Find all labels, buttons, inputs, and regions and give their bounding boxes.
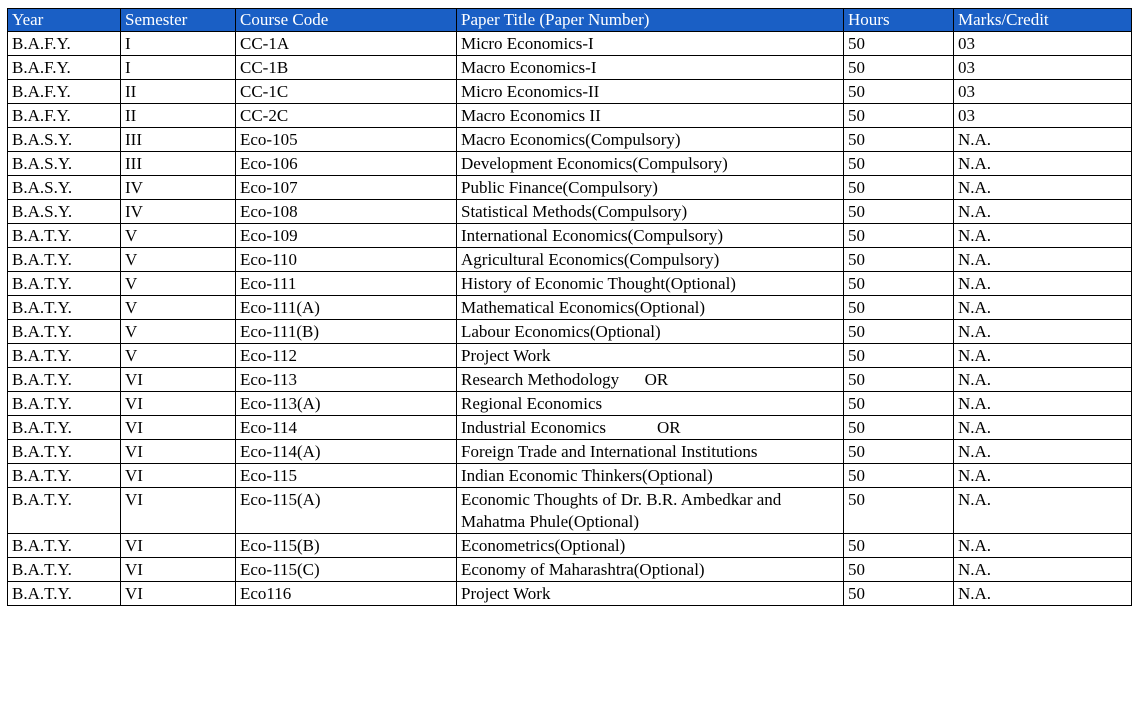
cell-marks-credit: N.A.: [954, 558, 1132, 582]
cell-paper-title: Macro Economics-I: [457, 56, 844, 80]
cell-marks-credit: N.A.: [954, 368, 1132, 392]
cell-semester: III: [121, 152, 236, 176]
table-row: [8, 80, 1132, 104]
cell-marks-credit: N.A.: [954, 320, 1132, 344]
cell-marks-credit: N.A.: [954, 488, 1132, 534]
cell-semester: VI: [121, 440, 236, 464]
cell-year: B.A.T.Y.: [8, 344, 121, 368]
cell-paper-title: Macro Economics II: [457, 104, 844, 128]
cell-hours: 50: [844, 558, 954, 582]
table-header-row: [8, 9, 1132, 32]
cell-course-code: Eco-105: [236, 128, 457, 152]
cell-paper-title: Macro Economics(Compulsory): [457, 128, 844, 152]
cell-marks-credit: N.A.: [954, 224, 1132, 248]
cell-paper-title: Agricultural Economics(Compulsory): [457, 248, 844, 272]
cell-semester: V: [121, 248, 236, 272]
cell-marks-credit: N.A.: [954, 200, 1132, 224]
cell-course-code: Eco-115(C): [236, 558, 457, 582]
cell-course-code: Eco-115(B): [236, 534, 457, 558]
table-row: [8, 416, 1132, 440]
table-row: [8, 272, 1132, 296]
cell-paper-title: Mathematical Economics(Optional): [457, 296, 844, 320]
cell-hours: 50: [844, 464, 954, 488]
table-row: [8, 534, 1132, 558]
cell-semester: I: [121, 32, 236, 56]
cell-year: B.A.S.Y.: [8, 176, 121, 200]
cell-hours: 50: [844, 80, 954, 104]
course-table: [7, 8, 1132, 606]
cell-year: B.A.T.Y.: [8, 534, 121, 558]
table-row: [8, 104, 1132, 128]
cell-semester: II: [121, 80, 236, 104]
cell-course-code: Eco-110: [236, 248, 457, 272]
course-table-container: [7, 8, 1131, 606]
cell-semester: V: [121, 296, 236, 320]
cell-marks-credit: N.A.: [954, 248, 1132, 272]
header-hours: Hours: [844, 9, 954, 32]
cell-paper-title: Micro Economics-II: [457, 80, 844, 104]
cell-hours: 50: [844, 296, 954, 320]
cell-marks-credit: 03: [954, 56, 1132, 80]
table-row: [8, 248, 1132, 272]
cell-year: B.A.T.Y.: [8, 488, 121, 534]
cell-hours: 50: [844, 176, 954, 200]
cell-year: B.A.T.Y.: [8, 440, 121, 464]
cell-hours: 50: [844, 224, 954, 248]
cell-hours: 50: [844, 320, 954, 344]
cell-hours: 50: [844, 272, 954, 296]
table-row: [8, 320, 1132, 344]
cell-hours: 50: [844, 392, 954, 416]
cell-course-code: Eco116: [236, 582, 457, 606]
cell-course-code: Eco-113: [236, 368, 457, 392]
cell-marks-credit: N.A.: [954, 272, 1132, 296]
cell-course-code: Eco-108: [236, 200, 457, 224]
table-row: [8, 344, 1132, 368]
cell-semester: III: [121, 128, 236, 152]
cell-paper-title: Foreign Trade and International Institutions: [457, 440, 844, 464]
cell-year: B.A.F.Y.: [8, 104, 121, 128]
cell-year: B.A.T.Y.: [8, 558, 121, 582]
header-year: Year: [8, 9, 121, 32]
cell-hours: 50: [844, 416, 954, 440]
cell-marks-credit: N.A.: [954, 464, 1132, 488]
cell-semester: VI: [121, 558, 236, 582]
cell-paper-title: Development Economics(Compulsory): [457, 152, 844, 176]
cell-semester: VI: [121, 582, 236, 606]
table-row: [8, 464, 1132, 488]
cell-paper-title: Indian Economic Thinkers(Optional): [457, 464, 844, 488]
cell-semester: V: [121, 224, 236, 248]
cell-paper-title: Project Work: [457, 582, 844, 606]
cell-hours: 50: [844, 128, 954, 152]
cell-semester: V: [121, 320, 236, 344]
cell-semester: VI: [121, 534, 236, 558]
cell-semester: V: [121, 272, 236, 296]
cell-course-code: CC-1C: [236, 80, 457, 104]
cell-year: B.A.T.Y.: [8, 272, 121, 296]
table-row: [8, 176, 1132, 200]
cell-marks-credit: N.A.: [954, 534, 1132, 558]
header-marks-credit: Marks/Credit: [954, 9, 1132, 32]
cell-course-code: Eco-107: [236, 176, 457, 200]
cell-paper-title: Research Methodology OR: [457, 368, 844, 392]
cell-hours: 50: [844, 488, 954, 534]
table-row: [8, 224, 1132, 248]
cell-year: B.A.S.Y.: [8, 200, 121, 224]
table-row: [8, 488, 1132, 534]
table-row: [8, 440, 1132, 464]
header-paper-title: Paper Title (Paper Number): [457, 9, 844, 32]
table-body: [8, 32, 1132, 606]
cell-semester: IV: [121, 176, 236, 200]
cell-semester: I: [121, 56, 236, 80]
cell-paper-title: Micro Economics-I: [457, 32, 844, 56]
cell-year: B.A.T.Y.: [8, 392, 121, 416]
cell-hours: 50: [844, 344, 954, 368]
cell-course-code: CC-1A: [236, 32, 457, 56]
cell-semester: IV: [121, 200, 236, 224]
cell-year: B.A.T.Y.: [8, 368, 121, 392]
table-row: [8, 128, 1132, 152]
cell-paper-title: History of Economic Thought(Optional): [457, 272, 844, 296]
cell-semester: VI: [121, 368, 236, 392]
cell-course-code: Eco-114(A): [236, 440, 457, 464]
cell-paper-title: Economy of Maharashtra(Optional): [457, 558, 844, 582]
cell-paper-title: Industrial Economics OR: [457, 416, 844, 440]
cell-paper-title: Project Work: [457, 344, 844, 368]
cell-paper-title: International Economics(Compulsory): [457, 224, 844, 248]
cell-hours: 50: [844, 440, 954, 464]
table-row: [8, 392, 1132, 416]
cell-semester: II: [121, 104, 236, 128]
cell-course-code: Eco-109: [236, 224, 457, 248]
cell-year: B.A.S.Y.: [8, 152, 121, 176]
cell-year: B.A.T.Y.: [8, 464, 121, 488]
cell-marks-credit: N.A.: [954, 176, 1132, 200]
cell-year: B.A.T.Y.: [8, 416, 121, 440]
cell-marks-credit: N.A.: [954, 440, 1132, 464]
cell-marks-credit: 03: [954, 104, 1132, 128]
cell-course-code: Eco-112: [236, 344, 457, 368]
cell-semester: VI: [121, 464, 236, 488]
cell-year: B.A.T.Y.: [8, 248, 121, 272]
cell-course-code: Eco-111(B): [236, 320, 457, 344]
table-row: [8, 200, 1132, 224]
cell-marks-credit: N.A.: [954, 582, 1132, 606]
table-row: [8, 296, 1132, 320]
cell-hours: 50: [844, 582, 954, 606]
cell-year: B.A.T.Y.: [8, 296, 121, 320]
cell-paper-title: Public Finance(Compulsory): [457, 176, 844, 200]
cell-course-code: Eco-111: [236, 272, 457, 296]
cell-hours: 50: [844, 200, 954, 224]
table-row: [8, 32, 1132, 56]
cell-hours: 50: [844, 248, 954, 272]
cell-year: B.A.T.Y.: [8, 320, 121, 344]
cell-year: B.A.S.Y.: [8, 128, 121, 152]
cell-hours: 50: [844, 152, 954, 176]
cell-marks-credit: N.A.: [954, 392, 1132, 416]
cell-semester: VI: [121, 392, 236, 416]
cell-year: B.A.T.Y.: [8, 582, 121, 606]
cell-hours: 50: [844, 56, 954, 80]
cell-marks-credit: 03: [954, 80, 1132, 104]
cell-marks-credit: N.A.: [954, 416, 1132, 440]
cell-course-code: Eco-114: [236, 416, 457, 440]
cell-marks-credit: N.A.: [954, 152, 1132, 176]
table-row: [8, 368, 1132, 392]
table-row: [8, 56, 1132, 80]
cell-semester: V: [121, 344, 236, 368]
cell-course-code: Eco-115(A): [236, 488, 457, 534]
cell-course-code: CC-2C: [236, 104, 457, 128]
cell-paper-title: Labour Economics(Optional): [457, 320, 844, 344]
cell-marks-credit: 03: [954, 32, 1132, 56]
cell-hours: 50: [844, 368, 954, 392]
cell-year: B.A.T.Y.: [8, 224, 121, 248]
cell-paper-title: Economic Thoughts of Dr. B.R. Ambedkar and Mahatma Phule(Optional): [457, 488, 844, 534]
cell-hours: 50: [844, 104, 954, 128]
header-course-code: Course Code: [236, 9, 457, 32]
table-row: [8, 558, 1132, 582]
cell-year: B.A.F.Y.: [8, 32, 121, 56]
cell-marks-credit: N.A.: [954, 344, 1132, 368]
cell-paper-title: Econometrics(Optional): [457, 534, 844, 558]
cell-hours: 50: [844, 534, 954, 558]
cell-paper-title: Regional Economics: [457, 392, 844, 416]
cell-course-code: Eco-106: [236, 152, 457, 176]
cell-paper-title: Statistical Methods(Compulsory): [457, 200, 844, 224]
cell-hours: 50: [844, 32, 954, 56]
cell-year: B.A.F.Y.: [8, 80, 121, 104]
cell-course-code: Eco-115: [236, 464, 457, 488]
header-semester: Semester: [121, 9, 236, 32]
table-row: [8, 152, 1132, 176]
cell-marks-credit: N.A.: [954, 128, 1132, 152]
cell-course-code: Eco-111(A): [236, 296, 457, 320]
table-row: [8, 582, 1132, 606]
cell-course-code: CC-1B: [236, 56, 457, 80]
cell-year: B.A.F.Y.: [8, 56, 121, 80]
cell-semester: VI: [121, 488, 236, 534]
cell-course-code: Eco-113(A): [236, 392, 457, 416]
cell-semester: VI: [121, 416, 236, 440]
cell-marks-credit: N.A.: [954, 296, 1132, 320]
